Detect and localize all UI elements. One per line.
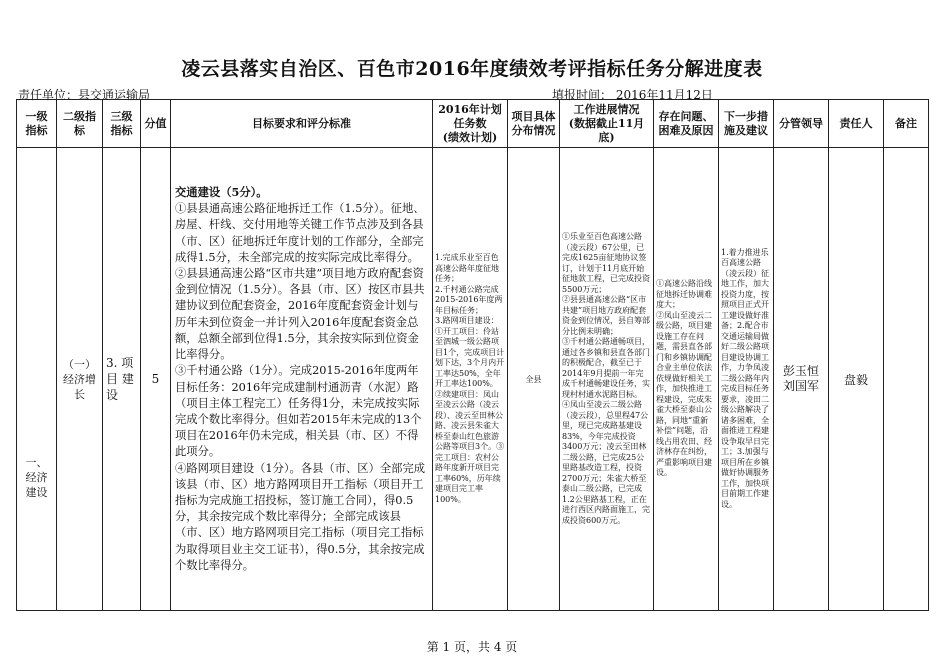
cell-level2: （一） 经济增 长 [57,148,103,611]
cell-level3: 3. 项 目 建 设 [103,148,141,611]
page-title: 凌云县落实自治区、百色市2016年度绩效考评指标任务分解进度表 [181,58,763,80]
header-score: 分值 [141,100,171,148]
cell-score: 5 [141,148,171,611]
header-distribution: 项目具体 分布情况 [508,100,560,148]
header-progress: 工作进展情况 (数据截止11月 底) [560,100,654,148]
cell-person: 盘毅 [829,148,884,611]
header-leader: 分管领导 [774,100,829,148]
cell-distribution: 全县 [508,148,560,611]
page-footer: 第 1 页，共 4 页 [426,640,518,654]
cell-notes [884,148,929,611]
header-row [17,100,929,148]
header-level2: 二级指 标 [57,100,103,148]
header-next-steps: 下一步措 施及建议 [719,100,774,148]
header-plan2016: 2016年计划 任务数 (绩效计划) [433,100,508,148]
cell-plan2016: 1.完成乐业至百色高速公路年度征地任务； 2.千村通公路完成2015-2016年度两年目标任务； 3.路网项目建设：①开工项目：伶站至泗城一级公路项目1个，完成项目计划下达，3个月内开工率达50%，全年开工率达100%。②续建项目：凤山至凌云公路（凌云段）、凌云至田林公路、凌云县朱雀大桥至泰山红色旅游公路等项目3个。③完工项目：农村公路年度新开项目完工率60%，历年续建项目完工率100%。 [433,148,508,611]
cell-leader: 彭玉恒 刘国军 [774,148,829,611]
header-requirement: 目标要求和评分标准 [171,100,433,148]
fill-date: 填报时间： 2016年11月12日 [552,88,713,102]
header-notes: 备注 [884,100,929,148]
progress-table [16,99,929,611]
cell-requirement [171,148,433,611]
table-row [17,148,929,611]
cell-progress: ①乐业至百色高速公路（凌云段）67公里，已完成1625亩征地协议签订，计划于11月底开始征地款工程，已完成投资5500万元； ②县县通高速公路“区市共建”项目地方政府配套资金到位情况，县自筹部分比例未明确； ③千村通公路通畅项目，通过各乡镇和县直各部门的积极配合，截至已于2014年9月提前一年完成千村通畅建设任务，实现村村通水泥路目标。 ④凤山至凌云二级公路（凌云段），总里程47公里，现已完成路基建设83%，今年完成投资3400万元；凌云至田林二级公路，已完成25公里路基改造工程，投资2700万元；朱雀大桥至泰山二级公路，已完成1.2公里路基工程，正在进行西区内路面施工，完成投资600万元。 [560,148,654,611]
header-level3: 三级 指标 [103,100,141,148]
responsible-unit: 责任单位：县交通运输局 [18,88,151,102]
header-level1: 一级 指标 [17,100,57,148]
cell-problems: ①高速公路沿线征地拆迁协调难度大； ②凤山至凌云二级公路，项目建设施工存在问题，需县直各部门和乡镇协调配合业主单位依法依规做好相关工作，加快推进工程建设，完成朱雀大桥至泰山公路，同地“重新补偿”问题，沿线占用农田、经济林存在纠纷，严重影响项目建设。 [654,148,719,611]
requirement-body: ①县县通高速公路征地拆迁工作（1.5分）。征地、房屋、杆线、交付用地等关键工作节点涉及到各县（市、区）征地拆迁年度计划的工作部分，全部完成得1.5分，未全部完成的按实际完成比率得分。 ②县县通高速公路“区市共建”项目地方政府配套资金到位情况（1.5分）。各县（市、区）按区市县共建协议到位配套资金，2016年度配套资金计划与历年未到位资金一并计列入2016年度配套资金总额，总额全部到位得1.5分，其余按实际到位资金比率得分。 ③千村通公路（1分）。完成2015-2016年度两年目标任务：2016年完成建制村通沥青（水泥）路（项目主体工程完工）任务得1分，未完成按实际完成个数比率得分。但如若2015年未完成的13个项目在2016年仍未完成，相关县（市、区）不得此项分。 ④路网项目建设（1分）。各县（市、区）全部完成该县（市、区）地方路网项目开工指标（项目开工指标为完成施工招投标，签订施工合同），得0.5分，其余按完成个数比率得分；全部完成该县（市、区）地方路网项目完工指标（项目完工指标为取得项目业主交工证书），得0.5分，其余按完成个数比率得分。 [175,202,426,572]
cell-next-steps: 1.着力推进乐百高速公路（凌云段）征地工作，加大投资力度，按照项目正式开工建设做好准备；2.配合市交通运输局做好二级公路项目建设协调工作，力争凤凌二级公路年内完成目标任务要求，凌田二级公路解决了诸多困难，全面推进工程建设争取早日完工；3.加强与项目所在乡镇做好协调服务工作，加快项目前期工作建设。 [719,148,774,611]
header-problems: 存在问题、 困难及原因 [654,100,719,148]
requirement-heading: 交通建设（5分）。 [175,185,268,200]
header-person: 责任人 [829,100,884,148]
cell-level1: 一、 经济 建设 [17,148,57,611]
